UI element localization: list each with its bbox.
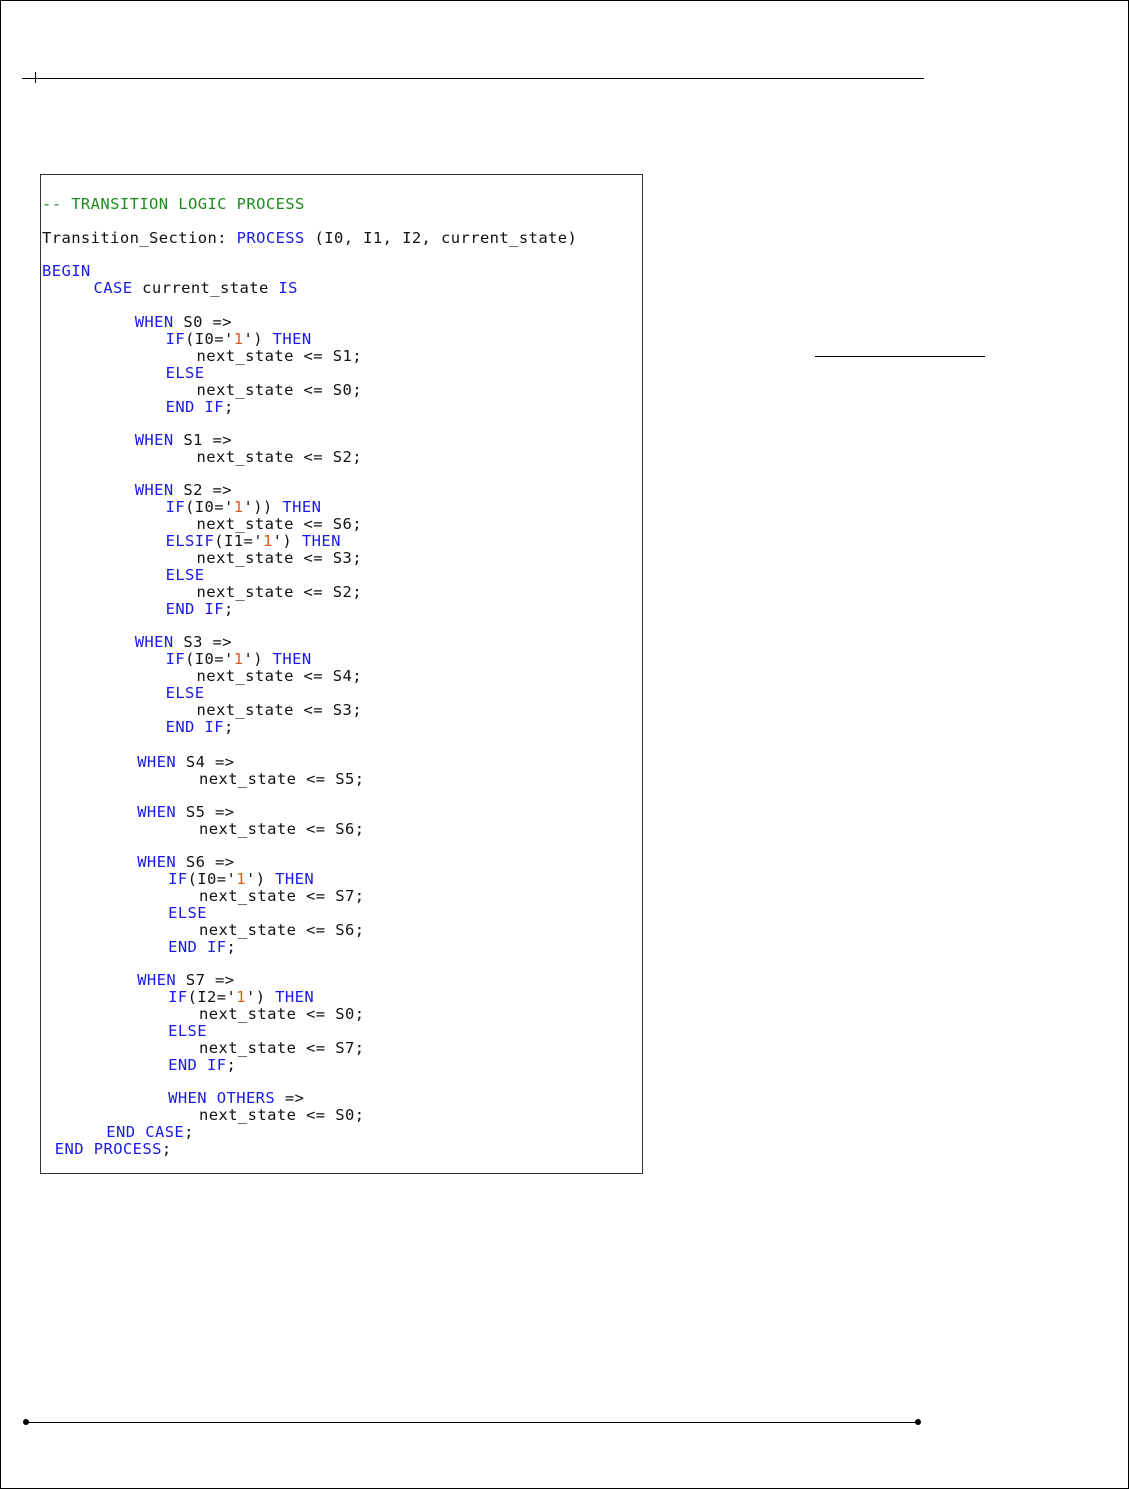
code-text: next_state <= S6; [199, 820, 365, 838]
code-line [197, 701, 362, 719]
code-literal: 1 [233, 650, 244, 668]
code-line [197, 515, 362, 533]
code-line [166, 650, 312, 668]
code-keyword: END CASE [106, 1123, 185, 1141]
code-keyword: WHEN [134, 633, 174, 651]
code-keyword: ELSIF [165, 532, 215, 550]
code-keyword: WHEN [137, 753, 177, 771]
code-text: (I1=' [214, 532, 263, 550]
code-text: ')) [243, 498, 283, 516]
code-text: next_state <= S7; [199, 887, 365, 905]
side-underline [815, 356, 985, 357]
code-text: ; [224, 600, 234, 618]
code-line [135, 481, 232, 499]
code-text: ') [272, 532, 302, 550]
code-text: next_state <= S4; [196, 667, 362, 685]
code-line [166, 600, 234, 618]
code-text: S1 => [173, 431, 233, 449]
code-line [199, 921, 364, 939]
code-keyword: PROCESS [236, 229, 305, 247]
code-text: S6 => [176, 853, 235, 871]
code-text: next_state <= S0; [199, 1005, 365, 1023]
code-text: next_state <= S6; [196, 515, 362, 533]
code-comment: -- TRANSITION LOGIC PROCESS [42, 195, 305, 213]
code-line [42, 262, 91, 280]
code-line [168, 870, 314, 888]
code-literal: 1 [262, 532, 273, 550]
code-line [55, 1140, 172, 1158]
code-line [42, 195, 305, 213]
code-keyword: IF [168, 870, 188, 888]
code-keyword: END IF [168, 938, 227, 956]
code-keyword: WHEN [134, 431, 174, 449]
code-keyword: IF [168, 988, 188, 1006]
code-line [168, 1089, 304, 1107]
code-text: S0 => [173, 313, 233, 331]
code-text: ; [224, 718, 234, 736]
code-line [197, 381, 362, 399]
code-line [166, 398, 234, 416]
code-keyword: WHEN [134, 481, 174, 499]
bottom-rule-left-dot [23, 1419, 29, 1425]
code-keyword: ELSE [165, 566, 205, 584]
code-line [168, 904, 207, 922]
code-literal: 1 [233, 498, 244, 516]
code-text: (I0, I1, I2, current_state) [304, 229, 578, 247]
bottom-rule [26, 1422, 918, 1423]
code-keyword: ELSE [168, 1022, 208, 1040]
code-literal: 1 [236, 988, 246, 1006]
code-line [197, 583, 362, 601]
code-line [197, 549, 362, 567]
code-keyword: THEN [282, 498, 322, 516]
code-text: next_state <= S0; [199, 1106, 365, 1124]
code-keyword: IF [165, 330, 186, 348]
code-text: ; [226, 1056, 237, 1074]
code-keyword: WHEN [137, 971, 177, 989]
code-text: current_state [132, 279, 279, 297]
top-rule [22, 78, 924, 79]
code-literal: 1 [236, 870, 246, 888]
code-text: ; [184, 1123, 194, 1141]
code-text: next_state <= S3; [196, 701, 362, 719]
code-line [197, 347, 362, 365]
code-line [137, 753, 234, 771]
code-keyword: IS [278, 279, 298, 297]
code-line [135, 633, 232, 651]
code-text: S3 => [173, 633, 233, 651]
code-text: ') [245, 870, 276, 888]
code-line [166, 566, 205, 584]
code-text: next_state <= S3; [196, 549, 362, 567]
code-text: ; [224, 398, 234, 416]
code-line [199, 887, 364, 905]
code-keyword: ELSE [165, 684, 205, 702]
code-keyword: WHEN [137, 803, 177, 821]
code-text: next_state <= S6; [199, 921, 365, 939]
code-keyword: THEN [301, 532, 341, 550]
code-line [168, 1022, 207, 1040]
code-text: S2 => [173, 481, 233, 499]
code-keyword: THEN [272, 650, 312, 668]
code-text: (I2=' [187, 988, 237, 1006]
code-keyword: CASE [93, 279, 133, 297]
code-line [166, 330, 312, 348]
code-keyword: IF [165, 498, 186, 516]
code-line [199, 820, 364, 838]
bottom-rule-right-dot [915, 1419, 921, 1425]
code-keyword: THEN [275, 870, 315, 888]
code-line [168, 1056, 236, 1074]
code-text: ; [161, 1140, 172, 1158]
code-text: next_state <= S2; [196, 448, 362, 466]
code-text: next_state <= S1; [196, 347, 362, 365]
code-line [199, 1039, 364, 1057]
code-text: (I0=' [187, 870, 237, 888]
code-text: next_state <= S5; [199, 770, 365, 788]
code-text: next_state <= S0; [196, 381, 362, 399]
code-line [166, 364, 205, 382]
code-text: next_state <= S7; [199, 1039, 365, 1057]
code-line [199, 1106, 364, 1124]
code-keyword: WHEN [134, 313, 174, 331]
code-text: ; [226, 938, 237, 956]
code-keyword: END IF [165, 718, 224, 736]
code-keyword: THEN [275, 988, 315, 1006]
code-keyword: IF [165, 650, 186, 668]
code-line [166, 684, 205, 702]
code-line [199, 1005, 364, 1023]
code-line [137, 853, 234, 871]
code-keyword: WHEN [137, 853, 177, 871]
code-keyword: END IF [165, 398, 224, 416]
code-text: (I0=' [185, 650, 234, 668]
code-keyword: END IF [168, 1056, 227, 1074]
code-text: S4 => [176, 753, 235, 771]
code-line [166, 532, 341, 550]
code-line [197, 448, 362, 466]
code-keyword: THEN [272, 330, 312, 348]
code-line [137, 803, 234, 821]
code-keyword: BEGIN [42, 262, 91, 280]
code-text: ') [245, 988, 276, 1006]
code-text: next_state <= S2; [196, 583, 362, 601]
code-line [166, 718, 234, 736]
code-text: ') [243, 650, 273, 668]
code-line [137, 971, 234, 989]
code-literal: 1 [233, 330, 244, 348]
code-keyword: ELSE [165, 364, 205, 382]
code-text: ') [243, 330, 273, 348]
code-line [199, 770, 364, 788]
code-keyword: END PROCESS [54, 1140, 162, 1158]
code-line [166, 498, 322, 516]
code-text: S7 => [176, 971, 235, 989]
code-keyword: WHEN OTHERS [168, 1089, 276, 1107]
code-line [135, 313, 232, 331]
code-line [168, 938, 236, 956]
code-line [168, 988, 314, 1006]
code-keyword: END IF [165, 600, 224, 618]
code-text: (I0=' [185, 330, 234, 348]
code-line [197, 667, 362, 685]
code-text: S5 => [176, 803, 235, 821]
code-listing [40, 174, 643, 1174]
top-rule-tick [35, 72, 36, 83]
code-keyword: ELSE [168, 904, 208, 922]
code-line [94, 279, 298, 297]
code-text: (I0=' [185, 498, 234, 516]
code-text: Transition_Section: [42, 229, 237, 247]
code-line [106, 1123, 194, 1141]
code-line [135, 431, 232, 449]
code-line [42, 229, 577, 247]
code-text: => [275, 1089, 305, 1107]
